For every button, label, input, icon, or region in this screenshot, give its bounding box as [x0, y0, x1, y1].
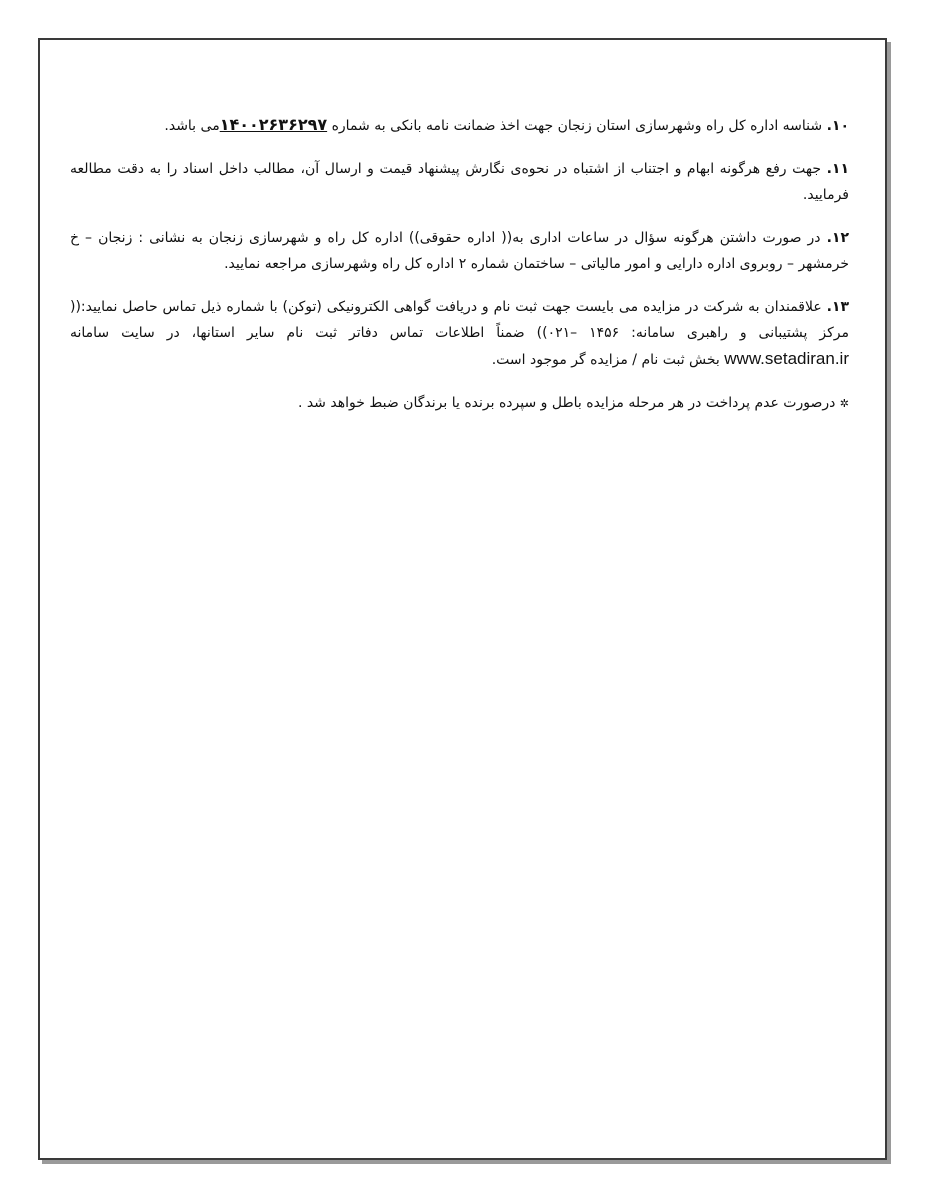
item-number: ۱۰.	[826, 118, 849, 134]
item-number: ۱۲.	[826, 230, 849, 246]
asterisk-icon: ✲	[839, 397, 849, 410]
item-text-end: می باشد.	[164, 118, 220, 134]
item-text-end: بخش ثبت نام / مزایده گر موجود است.	[491, 352, 720, 368]
item-13	[70, 294, 849, 373]
page-frame	[38, 38, 887, 1160]
item-text: شناسه اداره کل راه وشهرسازی استان زنجان جهت اخذ ضمانت نامه بانکی به شماره	[331, 118, 823, 134]
item-10	[70, 112, 849, 139]
setadiran-link[interactable]: www.setadiran.ir	[724, 349, 849, 368]
item-text: در صورت داشتن هرگونه سؤال در ساعات اداری به(( اداره حقوقی)) اداره کل راه و شهرسازی زنجان به نشانی : زنجان – خ خرمشهر – روبروی اداره دارایی و امور مالیاتی – ساختمان شماره ۲ اداره کل راه وشهرسازی مراجعه نمایید.	[70, 230, 849, 272]
item-text: جهت رفع هرگونه ابهام و اجتناب از اشتباه در نحوه‌ی نگارش پیشنهاد قیمت و ارسال آن، مطالب داخل اسناد را به دقت مطالعه فرمایید.	[70, 161, 849, 203]
item-text: علاقمندان به شرکت در مزایده می بایست جهت ثبت نام و دریافت گواهی الکترونیکی (توکن) با شماره ذیل تماس حاصل نمایید:(( مرکز پشتیبانی و راهبری سامانه: ۱۴۵۶ –۰۲۱)) ضمناً اطلاعات تماس دفاتر ثبت نام سایر استانها، در سایت سامانه	[70, 299, 849, 341]
item-12	[70, 225, 849, 277]
item-number: ۱۳.	[826, 299, 850, 315]
footnote-text: درصورت عدم پرداخت در هر مرحله مزایده باطل و سپرده برنده یا برندگان ضبط خواهد شد .	[297, 395, 836, 411]
footnote	[70, 390, 849, 417]
document-body	[70, 112, 849, 434]
guarantee-id-code: ۱۴۰۰۲۶۳۶۲۹۷	[219, 115, 328, 134]
item-11	[70, 156, 849, 208]
item-number: ۱۱.	[826, 161, 849, 177]
